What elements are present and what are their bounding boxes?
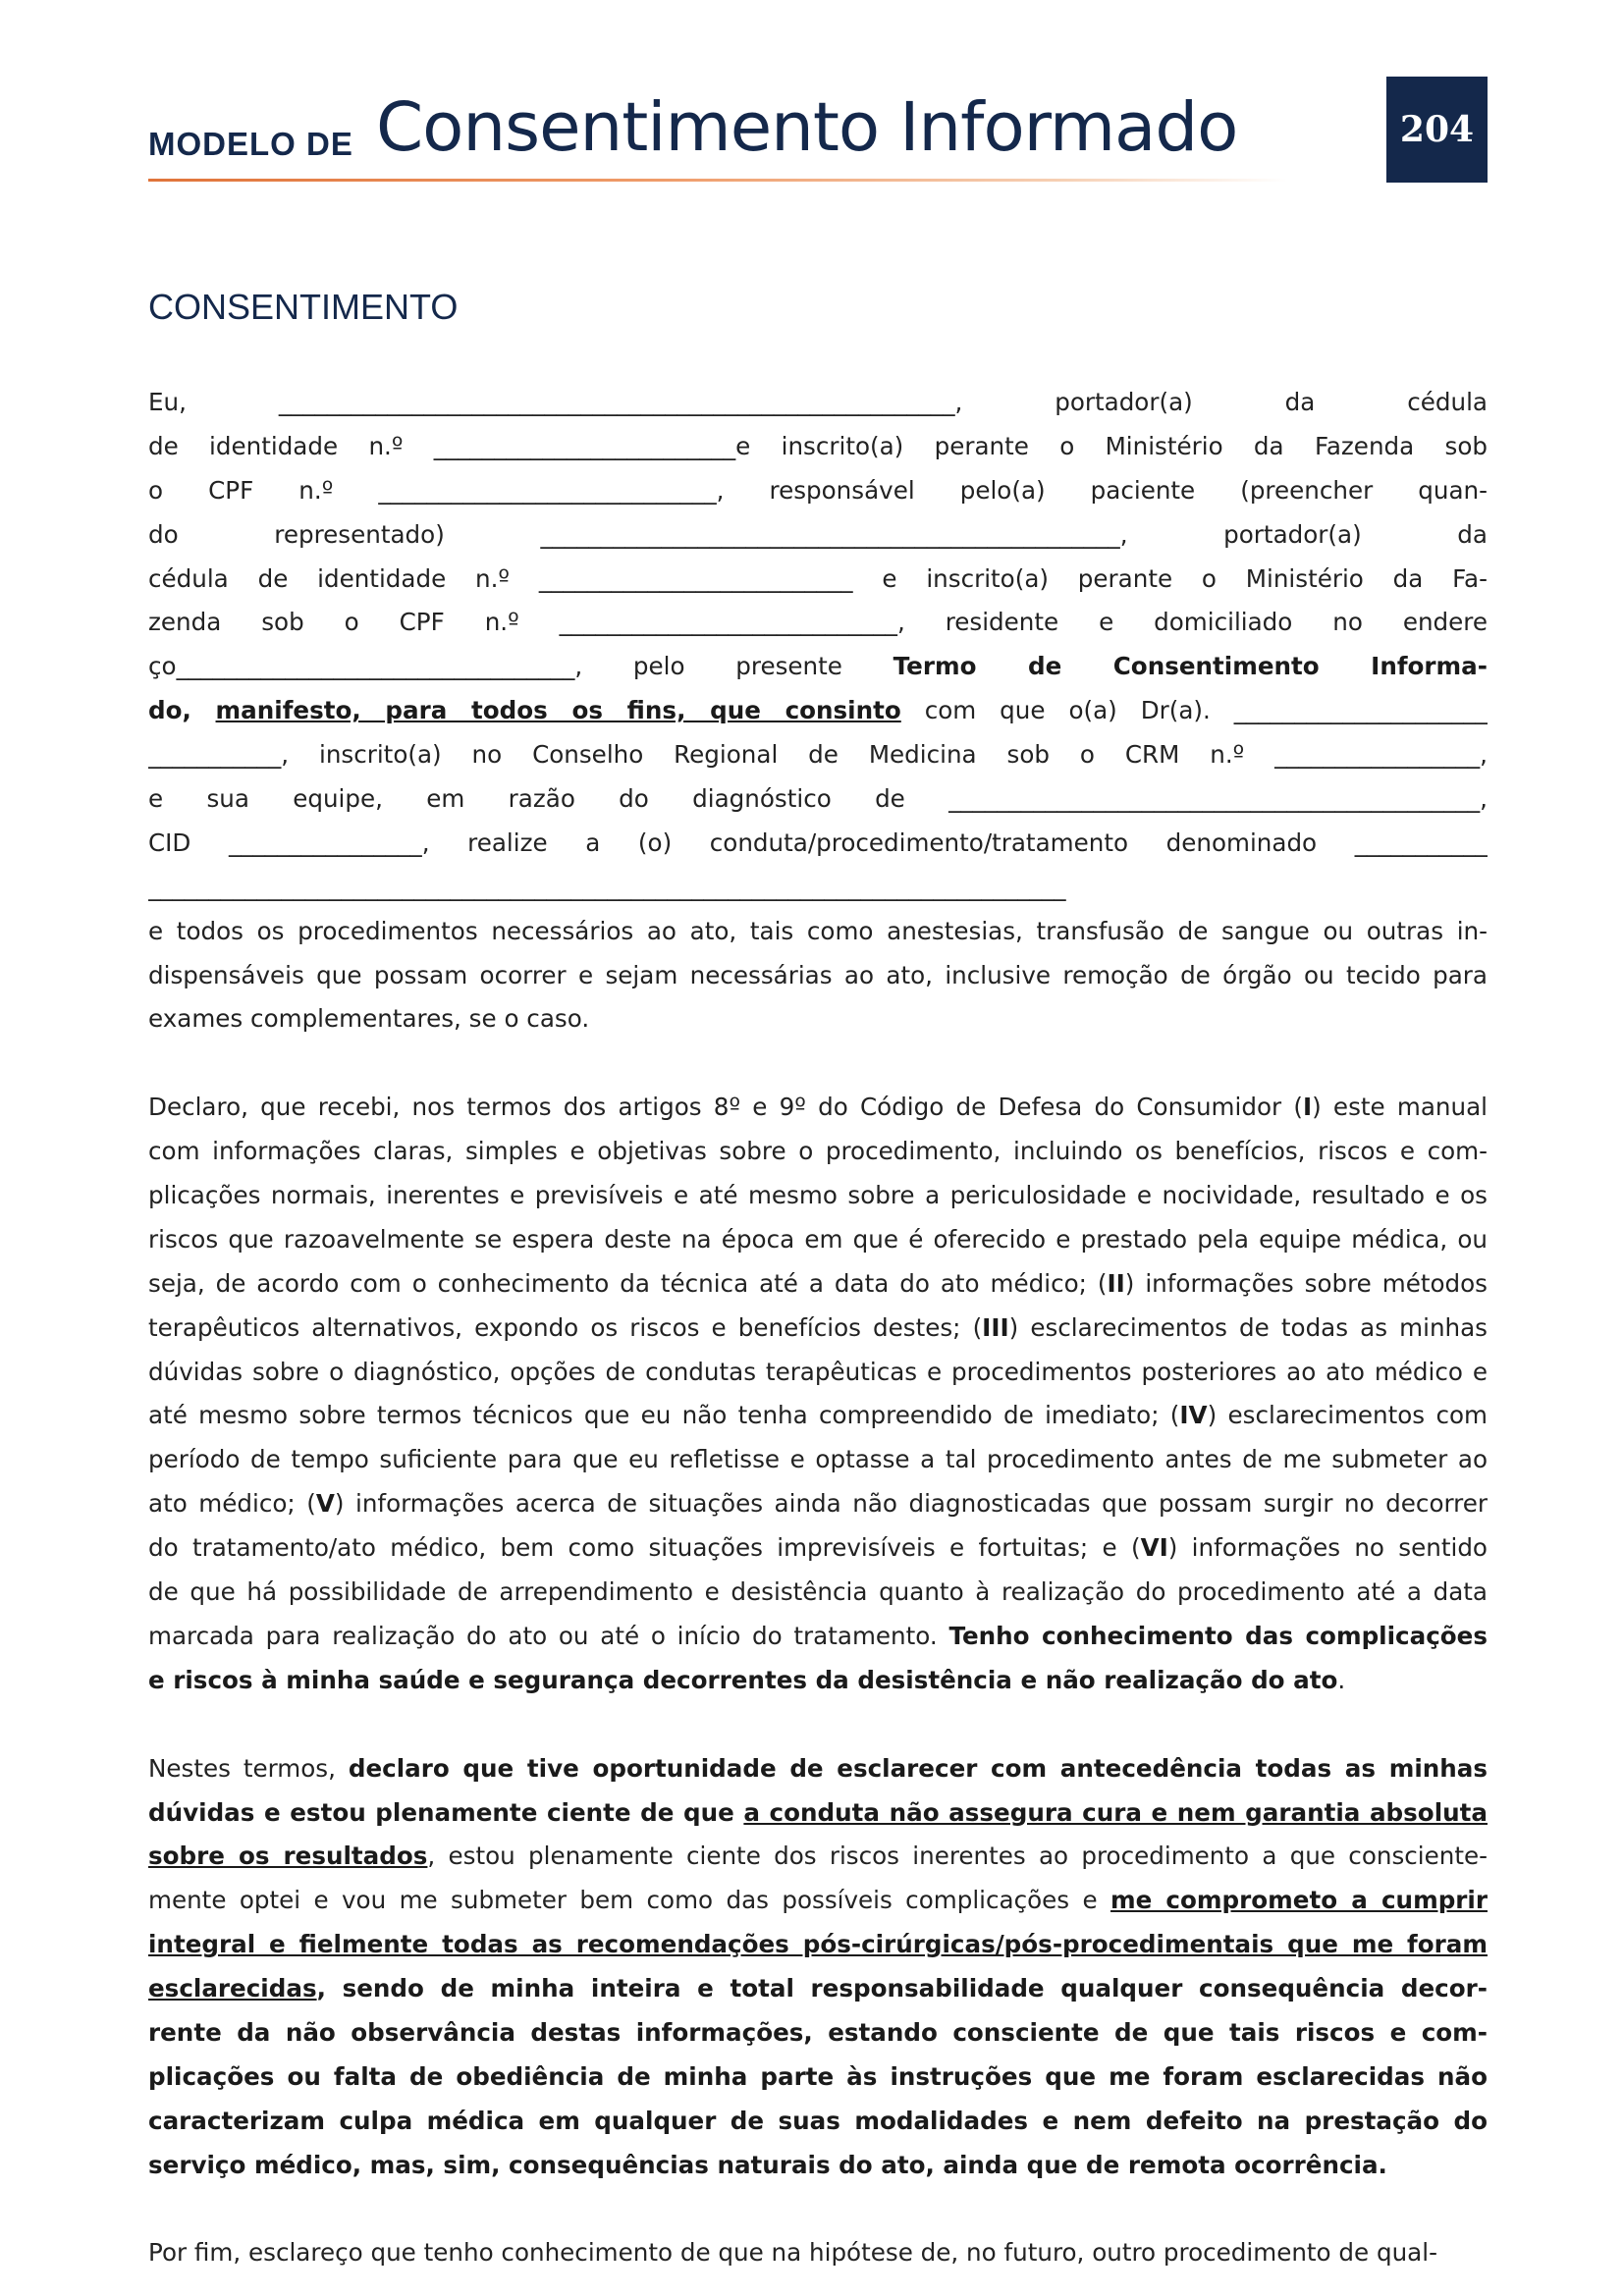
bold-run: VI xyxy=(1140,1533,1168,1563)
text-run: marcada para realização do ato ou até o início do tratamento. xyxy=(148,1621,949,1650)
bold-underline-run xyxy=(148,1930,1488,1958)
text-run: do tratamento/ato médico, bem como situações imprevisíveis e fortuitas; e ( xyxy=(148,1533,1141,1563)
bold-run: IV xyxy=(1179,1401,1208,1430)
text-run: cédula de identidade n.º __________________________ e inscrito(a) perante o Ministério da Fa- xyxy=(148,563,1488,593)
header-prefix: MODELO DE xyxy=(148,126,353,162)
paragraph-line xyxy=(148,1086,1488,1130)
page-header xyxy=(148,77,1488,185)
bold-run: V xyxy=(315,1489,335,1519)
paragraph-line xyxy=(148,425,1488,469)
text-run: plicações normais, inerentes e previsíveis e até mesmo sobre a periculosidade e nocividade, resultado e os xyxy=(148,1181,1488,1210)
paragraph-line xyxy=(148,1615,1488,1659)
declaration-paragraph xyxy=(148,1086,1488,1702)
bold-underline-run xyxy=(148,1842,427,1870)
paragraph-line xyxy=(148,822,1488,866)
paragraph-line xyxy=(148,1747,1488,1791)
paragraph-line xyxy=(148,1923,1488,1967)
bold-run: do, xyxy=(148,696,216,725)
text-run: com informações claras, simples e objetivas sobre o procedimento, incluindo os benefícios, riscos e com- xyxy=(148,1137,1488,1166)
paragraph-line xyxy=(148,1438,1488,1482)
text-run: ___________, inscrito(a) no Conselho Regional de Medicina sob o CRM n.º _________________, xyxy=(148,740,1488,770)
text-run: ço_________________________________, pelo presente xyxy=(148,652,893,681)
paragraph-line xyxy=(148,997,1488,1041)
paragraph-line xyxy=(148,469,1488,513)
text-run: período de tempo suficiente para que eu refletisse e optasse a tal procedimento antes de me submeter ao xyxy=(148,1445,1488,1474)
text-run: dúvidas sobre o diagnóstico, opções de condutas terapêuticas e procedimentos posteriores ao ato médico e xyxy=(148,1357,1488,1386)
paragraph-line xyxy=(148,1218,1488,1262)
paragraph-line xyxy=(148,1307,1488,1351)
paragraph-line xyxy=(148,2100,1488,2144)
header-divider xyxy=(148,179,1287,182)
text-run: ) este manual xyxy=(1312,1093,1488,1122)
paragraph-line xyxy=(148,558,1488,602)
text-run: terapêuticos alternativos, expondo os riscos e benefícios destes; ( xyxy=(148,1312,983,1342)
paragraph-line xyxy=(148,381,1488,425)
header-title: Consentimento Informado xyxy=(376,88,1238,167)
bold-run: III xyxy=(982,1312,1009,1342)
text-run: Declaro, que recebi, nos termos dos artigos 8º e 9º do Código de Defesa do Consumidor ( xyxy=(148,1093,1303,1122)
text-run: ) esclarecimentos de todas as minhas xyxy=(1008,1312,1488,1342)
paragraph-line xyxy=(148,1791,1488,1836)
text-run: do representado) ________________________________________________, portador(a) da xyxy=(148,519,1488,549)
bold-underline-run xyxy=(148,1974,317,2002)
page-number-badge: 204 xyxy=(1386,77,1488,183)
text-run: ) informações sobre métodos xyxy=(1124,1268,1488,1298)
bold-run: declaro que tive oportunidade de esclarecer com antecedência todas as minhas xyxy=(348,1753,1488,1783)
bold-underline-run xyxy=(743,1798,1488,1827)
paragraph-line xyxy=(148,910,1488,954)
paragraph-line xyxy=(148,2011,1488,2056)
underlined-run: me comprometo a cumprir xyxy=(1110,1886,1488,1915)
bold-run: , sendo de minha inteira e total responsabilidade qualquer consequência decor- xyxy=(316,1974,1488,2003)
text-run: de identidade n.º _________________________e inscrito(a) perante o Ministério da Fazenda sob xyxy=(148,431,1488,460)
paragraph-line xyxy=(148,1835,1488,1879)
paragraph-line xyxy=(148,513,1488,558)
paragraph-line xyxy=(148,1351,1488,1395)
document-body xyxy=(148,381,1488,2275)
paragraph-line xyxy=(148,2144,1488,2188)
underlined-run: esclarecidas xyxy=(148,1974,317,2003)
underlined-run: manifesto, para todos os fins, que consinto xyxy=(215,696,901,725)
paragraph-line xyxy=(148,1262,1488,1307)
section-title: CONSENTIMENTO xyxy=(148,287,459,327)
text-run: seja, de acordo com o conhecimento da técnica até a data do ato médico; ( xyxy=(148,1268,1108,1298)
bold-underline-run xyxy=(1110,1886,1488,1914)
text-run: com que o(a) Dr(a). _____________________ xyxy=(900,696,1488,725)
text-run: CID ________________, realize a (o) conduta/procedimento/tratamento denominado ___________ xyxy=(148,828,1488,857)
bold-run: II xyxy=(1107,1268,1125,1298)
final-paragraph xyxy=(148,2231,1488,2275)
paragraph-line xyxy=(148,689,1488,733)
paragraph-line xyxy=(148,1130,1488,1174)
text-run: e todos os procedimentos necessários ao ato, tais como anestesias, transfusão de sangue ou outras in- xyxy=(148,916,1488,945)
bold-underline-run xyxy=(216,696,901,724)
text-run: de que há possibilidade de arrependimento e desistência quanto à realização do procedimento até a data xyxy=(148,1577,1488,1607)
text-run: mente optei e vou me submeter bem como das possíveis complicações e xyxy=(148,1886,1110,1915)
text-run: ) informações acerca de situações ainda não diagnosticadas que possam surgir no decorrer xyxy=(334,1489,1488,1519)
text-run: Eu, ________________________________________________________, portador(a) da cédula xyxy=(148,388,1488,416)
text-run: o CPF n.º ____________________________, responsável pelo(a) paciente (preencher quan- xyxy=(148,475,1488,505)
bold-run: Tenho conhecimento das complicações xyxy=(948,1621,1488,1650)
terms-paragraph xyxy=(148,1747,1488,2188)
paragraph-line xyxy=(148,1659,1488,1703)
paragraph-line xyxy=(148,733,1488,777)
bold-run: I xyxy=(1302,1093,1313,1122)
paragraph-line xyxy=(148,1526,1488,1571)
paragraph-line xyxy=(148,1174,1488,1218)
paragraph-line xyxy=(148,1571,1488,1615)
text-run: , estou plenamente ciente dos riscos inerentes ao procedimento a que conscientе- xyxy=(427,1842,1488,1871)
bold-run: dúvidas e estou plenamente ciente de que xyxy=(148,1797,744,1827)
text-run: ato médico; ( xyxy=(148,1489,316,1519)
text-run: e sua equipe, em razão do diagnóstico de ____________________________________________, xyxy=(148,784,1488,814)
text-run: dispensáveis que possam ocorrer e sejam necessárias ao ato, inclusive remoção de órgão ou tecido para xyxy=(148,960,1488,989)
text-run: até mesmo sobre termos técnicos que eu não tenha compreendido de imediato; ( xyxy=(148,1401,1180,1430)
paragraph-line xyxy=(148,866,1488,910)
paragraph-line xyxy=(148,1967,1488,2011)
underlined-run: sobre os resultados xyxy=(148,1842,428,1871)
paragraph-line xyxy=(148,954,1488,998)
text-run: Nestes termos, xyxy=(148,1753,349,1783)
bold-run: plicações ou falta de obediência de minha parte às instruções que me foram esclarecidas não xyxy=(148,2061,1488,2091)
bold-run: e riscos à minha saúde e segurança decorrentes da desistência e não realização do ato xyxy=(148,1665,1338,1694)
text-run: riscos que razoavelmente se espera deste na época em que é oferecido e prestado pela equipe médica, ou xyxy=(148,1224,1488,1254)
text-run: ) esclarecimentos com xyxy=(1207,1401,1488,1430)
bold-run: Termo de Consentimento Informa- xyxy=(893,652,1488,681)
bold-run: serviço médico, mas, sim, consequências naturais do ato, ainda que de remota ocorrência. xyxy=(148,2150,1387,2179)
paragraph-line: Por fim, esclareço que tenho conhecimento de que na hipótese de, no futuro, outro procedimento de qual- xyxy=(148,2238,1437,2268)
text-run: ____________________________________________________________________________ xyxy=(148,872,1066,901)
paragraph-line xyxy=(148,601,1488,645)
text-run: zenda sob o CPF n.º ____________________________, residente e domiciliado no endere xyxy=(148,608,1488,637)
paragraph-line xyxy=(148,645,1488,689)
paragraph-line xyxy=(148,777,1488,822)
text-run: ) informações no sentido xyxy=(1167,1533,1488,1563)
paragraph-line xyxy=(148,1879,1488,1923)
paragraph-line xyxy=(148,2056,1488,2100)
text-run: . xyxy=(1337,1665,1346,1694)
bold-run: rente da não observância destas informações, estando consciente de que tais riscos e com- xyxy=(148,2017,1488,2047)
paragraph-line xyxy=(148,1482,1488,1526)
form-paragraph xyxy=(148,381,1488,1041)
underlined-run: integral e fielmente todas as recomendações pós-cirúrgicas/pós-procedimentais que me foram xyxy=(148,1930,1488,1959)
underlined-run: a conduta não assegura cura e nem garantia absoluta xyxy=(743,1797,1488,1827)
text-run: exames complementares, se o caso. xyxy=(148,1004,590,1034)
paragraph-line xyxy=(148,1394,1488,1438)
bold-run: caracterizam culpa médica em qualquer de suas modalidades e nem defeito na prestação do xyxy=(148,2106,1488,2135)
